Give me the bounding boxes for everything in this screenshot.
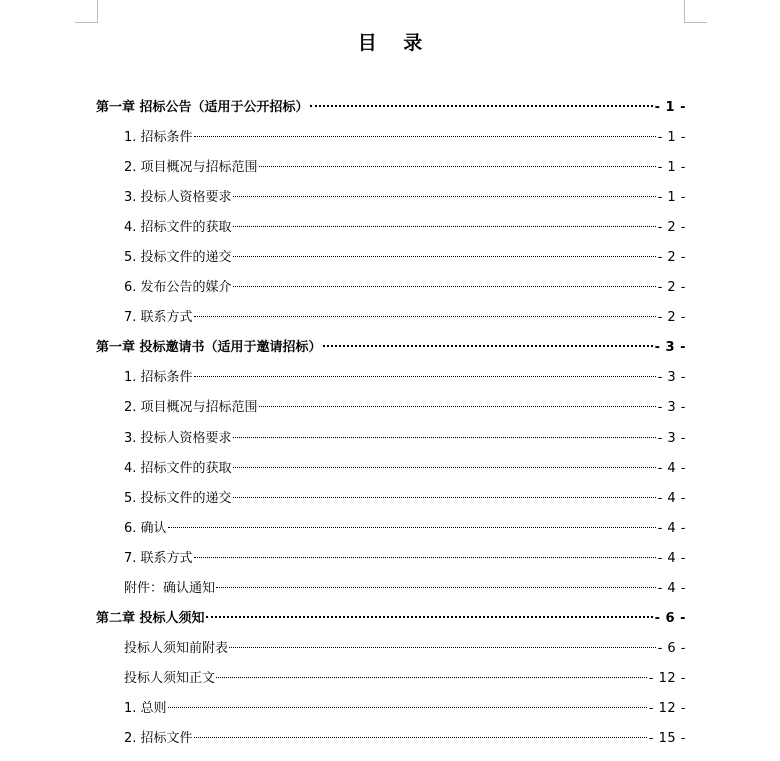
- toc-page-number: - 6 -: [654, 610, 686, 626]
- toc-entry-label: 4. 招标文件的获取: [124, 460, 232, 476]
- toc-entry-label: 投标人须知前附表: [124, 640, 229, 656]
- toc-dot-leader: [310, 105, 653, 107]
- toc-entry-label: 第一章 招标公告（适用于公开招标）: [96, 100, 309, 115]
- crop-mark-top-right: [684, 0, 707, 23]
- toc-entry-label: 3. 投标人资格要求: [124, 430, 232, 446]
- toc-entry-label: 3. 投标人资格要求: [124, 190, 232, 206]
- toc-page-number: - 4 -: [657, 580, 686, 596]
- toc-entry-label: 投标人须知正文: [124, 670, 216, 686]
- toc-page-number: - 3 -: [657, 370, 686, 386]
- toc-dot-leader: [229, 647, 656, 648]
- toc-page-number: - 4 -: [657, 550, 686, 566]
- toc-page-number: - 2 -: [657, 280, 686, 296]
- toc-section-entry[interactable]: [96, 427, 686, 457]
- toc-dot-leader: [216, 677, 647, 678]
- toc-page-number: - 1 -: [654, 100, 686, 115]
- toc-entry-label: 2. 项目概况与招标范围: [124, 400, 258, 416]
- toc-entry-label: 第一章 投标邀请书（适用于邀请招标）: [96, 340, 322, 356]
- toc-section-entry[interactable]: [96, 156, 686, 186]
- toc-dot-leader: [233, 256, 656, 257]
- toc-section-entry[interactable]: [96, 126, 686, 156]
- toc-section-entry[interactable]: [96, 577, 686, 607]
- toc-entry-label: 7. 联系方式: [124, 310, 193, 326]
- toc-page-number: - 1 -: [657, 190, 686, 206]
- toc-entry-label: 2. 项目概况与招标范围: [124, 160, 258, 176]
- toc-dot-leader: [168, 527, 656, 528]
- toc-dot-leader: [323, 345, 653, 347]
- toc-page-number: - 3 -: [657, 400, 686, 416]
- toc-dot-leader: [194, 557, 656, 558]
- toc-page-number: - 2 -: [657, 250, 686, 266]
- toc-chapter-entry[interactable]: [96, 607, 686, 637]
- toc-section-entry[interactable]: [96, 637, 686, 667]
- toc-page-number: - 4 -: [657, 490, 686, 506]
- toc-entry-label: 6. 发布公告的媒介: [124, 280, 232, 296]
- toc-section-entry[interactable]: [96, 487, 686, 517]
- toc-entry-label: 1. 总则: [124, 700, 167, 716]
- toc-dot-leader: [168, 707, 647, 708]
- toc-dot-leader: [233, 437, 656, 438]
- toc-section-entry[interactable]: [96, 186, 686, 216]
- toc-dot-leader: [194, 316, 656, 317]
- toc-entry-label: 4. 招标文件的获取: [124, 220, 232, 236]
- toc-entry-label: 1. 招标条件: [124, 130, 193, 146]
- toc-dot-leader: [216, 587, 656, 588]
- toc-page-number: - 2 -: [657, 220, 686, 236]
- toc-entry-label: 6. 确认: [124, 520, 167, 536]
- toc-page-number: - 1 -: [657, 130, 686, 146]
- toc-dot-leader: [194, 376, 656, 377]
- crop-mark-top-left: [75, 0, 98, 23]
- toc-section-entry[interactable]: [96, 517, 686, 547]
- toc-page-number: - 15 -: [648, 730, 686, 746]
- toc-dot-leader: [233, 226, 656, 227]
- toc-page-number: - 4 -: [657, 520, 686, 536]
- toc-page-number: - 3 -: [654, 340, 686, 356]
- toc-section-entry[interactable]: [96, 306, 686, 336]
- toc-page-number: - 12 -: [648, 670, 686, 686]
- toc-page-number: - 6 -: [657, 640, 686, 656]
- toc-page-number: - 4 -: [657, 460, 686, 476]
- toc-chapter-entry[interactable]: [96, 336, 686, 366]
- toc-entry-label: 5. 投标文件的递交: [124, 490, 232, 506]
- toc-dot-leader: [259, 166, 656, 167]
- toc-dot-leader: [206, 616, 653, 618]
- toc-entry-label: 附件：确认通知: [124, 580, 216, 596]
- toc-entry-label: 第二章 投标人须知: [96, 610, 205, 626]
- toc-title: 目 录: [357, 32, 433, 54]
- toc-page-number: - 2 -: [657, 310, 686, 326]
- toc-page-number: - 1 -: [657, 160, 686, 176]
- toc-dot-leader: [194, 737, 647, 738]
- toc-dot-leader: [233, 196, 656, 197]
- toc-section-entry[interactable]: [96, 246, 686, 276]
- toc-dot-leader: [233, 467, 656, 468]
- toc-dot-leader: [259, 406, 656, 407]
- toc-entry-label: 2. 招标文件: [124, 730, 193, 746]
- toc-dot-leader: [233, 497, 656, 498]
- toc-dot-leader: [233, 286, 656, 287]
- toc-entry-label: 1. 招标条件: [124, 370, 193, 386]
- toc-section-entry[interactable]: [96, 667, 686, 697]
- toc-entry-label: 5. 投标文件的递交: [124, 250, 232, 266]
- toc-section-entry[interactable]: [96, 727, 686, 757]
- toc-page-number: - 3 -: [657, 430, 686, 446]
- toc-section-entry[interactable]: [96, 366, 686, 396]
- toc-page-number: - 12 -: [648, 700, 686, 716]
- table-of-contents: [96, 96, 686, 757]
- toc-section-entry[interactable]: [96, 697, 686, 727]
- toc-dot-leader: [194, 136, 656, 137]
- toc-chapter-entry[interactable]: [96, 96, 686, 126]
- toc-section-entry[interactable]: [96, 216, 686, 246]
- toc-section-entry[interactable]: [96, 457, 686, 487]
- toc-entry-label: 7. 联系方式: [124, 550, 193, 566]
- toc-section-entry[interactable]: [96, 396, 686, 426]
- toc-section-entry[interactable]: [96, 276, 686, 306]
- toc-section-entry[interactable]: [96, 547, 686, 577]
